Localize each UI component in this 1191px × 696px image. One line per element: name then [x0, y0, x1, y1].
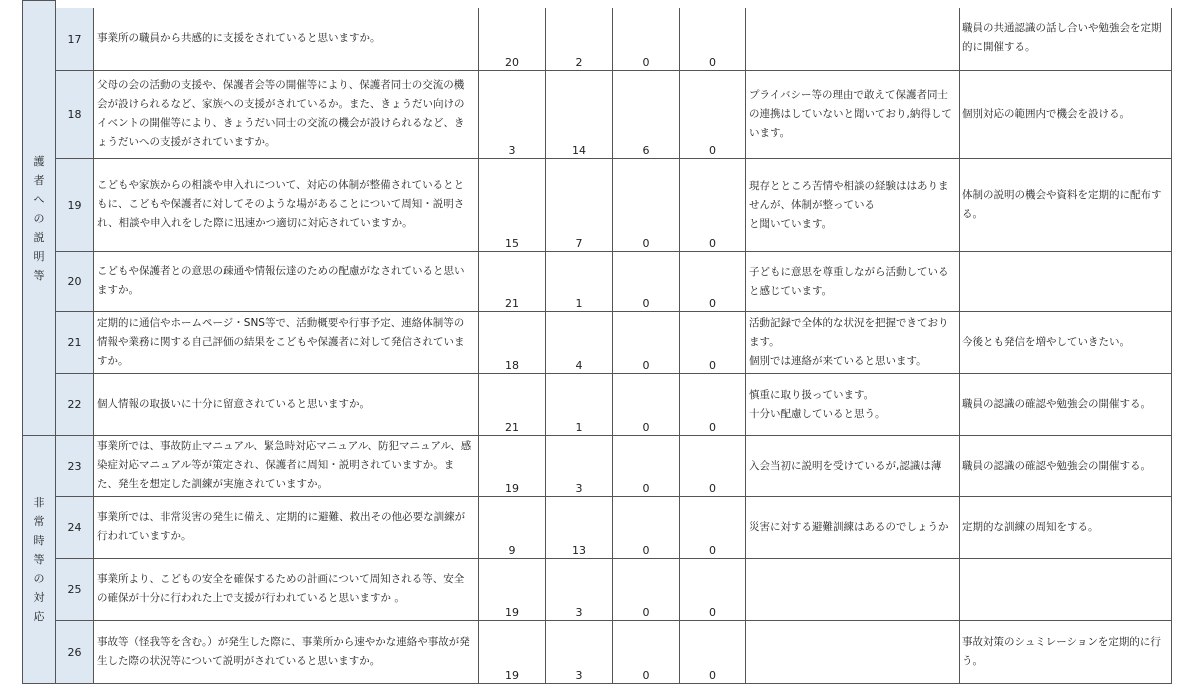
question-text: 事業所の職員から共感的に支援をされていると思いますか。: [97, 32, 381, 44]
count-no[interactable]: 0: [613, 559, 680, 621]
comment-cell[interactable]: 慎重に取り扱っています。 十分い配慮していると思う。: [746, 374, 960, 436]
count-yes[interactable]: 19: [479, 436, 546, 497]
action-cell[interactable]: [960, 252, 1172, 312]
count-neutral[interactable]: 3: [546, 436, 613, 497]
row-number: 22: [55, 374, 94, 436]
question-cell[interactable]: [94, 436, 479, 497]
question-cell[interactable]: [94, 252, 479, 312]
table-row[interactable]: [55, 8, 1172, 71]
count-neutral[interactable]: 1: [546, 252, 613, 312]
count-no[interactable]: 0: [613, 312, 680, 374]
table-row[interactable]: [55, 252, 1172, 312]
category-char: 等: [33, 553, 45, 566]
count-unknown[interactable]: 0: [680, 621, 746, 684]
table-row[interactable]: [55, 312, 1172, 374]
count-neutral[interactable]: 4: [546, 312, 613, 374]
count-yes[interactable]: 9: [479, 497, 546, 559]
question-cell[interactable]: [94, 8, 479, 71]
count-unknown[interactable]: 0: [680, 436, 746, 497]
count-yes[interactable]: 20: [479, 8, 546, 71]
category-char: 説: [33, 230, 45, 244]
row-number: 20: [55, 252, 94, 312]
comment-cell[interactable]: [746, 8, 960, 71]
action-cell[interactable]: 職員の認識の確認や勉強会の開催する。: [960, 374, 1172, 436]
action-cell[interactable]: [960, 559, 1172, 621]
count-unknown[interactable]: 0: [680, 252, 746, 312]
count-unknown[interactable]: 0: [680, 8, 746, 71]
count-yes[interactable]: 19: [479, 621, 546, 684]
comment-cell[interactable]: 現存とところ苦情や相談の経験ははありませんが、体制が整っている と聞いています。: [746, 159, 960, 252]
count-unknown[interactable]: 0: [680, 497, 746, 559]
question-text: 事故等（怪我等を含む。）が発生した際に、事業所から速やかな連絡や事故が発生した際の状況等について説明がされていると思いますか。: [97, 635, 470, 667]
question-text: 事業所では、事故防止マニュアル、緊急時対応マニュアル、防犯マニュアル、感染症対応マニュアル等が策定され、保護者に周知・説明されていますか。また、発生を想定した訓練が実施されていますか。: [97, 440, 472, 490]
question-cell[interactable]: [94, 159, 479, 252]
count-neutral[interactable]: 14: [546, 71, 613, 159]
count-yes[interactable]: 3: [479, 71, 546, 159]
count-yes[interactable]: 15: [479, 159, 546, 252]
count-unknown[interactable]: 0: [680, 374, 746, 436]
question-cell[interactable]: [94, 71, 479, 159]
category-label: [34, 493, 45, 626]
count-neutral[interactable]: 3: [546, 621, 613, 684]
category-label: [34, 152, 45, 285]
question-cell[interactable]: [94, 312, 479, 374]
category-char: 明: [33, 249, 45, 263]
count-unknown[interactable]: 0: [680, 159, 746, 252]
table-row[interactable]: [55, 559, 1172, 621]
action-cell[interactable]: 職員の共通認識の話し合いや勉強会を定期的に開催する。: [960, 8, 1172, 71]
comment-cell[interactable]: [746, 559, 960, 621]
question-text: こどもや家族からの相談や申入れについて、対応の体制が整備されているとともに、こどもや保護者に対してそのような場があることについて周知・説明され、相談や申入れをした際に迅速かつ適切に対応されていますか。: [97, 179, 465, 229]
category-cell-emergency: [22, 435, 56, 684]
comment-cell[interactable]: 災害に対する避難訓練はあるのでしょうか: [746, 497, 960, 559]
row-number: 21: [55, 312, 94, 374]
table-row[interactable]: [55, 436, 1172, 497]
question-cell[interactable]: [94, 497, 479, 559]
comment-cell[interactable]: プライバシー等の理由で敢えて保護者同士の連携はしていないと聞いており,納得しています。: [746, 71, 960, 159]
count-yes[interactable]: 19: [479, 559, 546, 621]
count-unknown[interactable]: 0: [680, 71, 746, 159]
question-text: こどもや保護者との意思の疎通や情報伝達のための配慮がなされていると思いますか。: [97, 265, 465, 296]
count-no[interactable]: 0: [613, 436, 680, 497]
count-neutral[interactable]: 7: [546, 159, 613, 252]
count-neutral[interactable]: 3: [546, 559, 613, 621]
action-cell[interactable]: 体制の説明の機会や資料を定期的に配布する。: [960, 159, 1172, 252]
count-yes[interactable]: 21: [479, 252, 546, 312]
category-char: 等: [33, 268, 45, 282]
table-row[interactable]: [55, 374, 1172, 436]
table-row[interactable]: [55, 621, 1172, 684]
count-neutral[interactable]: 13: [546, 497, 613, 559]
row-number: 18: [55, 71, 94, 159]
category-char: の: [33, 572, 45, 585]
count-no[interactable]: 6: [613, 71, 680, 159]
row-number: 17: [55, 8, 94, 71]
comment-cell[interactable]: 入会当初に説明を受けているが,認識は薄: [746, 436, 960, 497]
comment-cell[interactable]: [746, 621, 960, 684]
question-text: 父母の会の活動の支援や、保護者会等の開催等により、保護者同士の交流の機会が設けられるなど、家族への支援がされているか。また、きょうだい向けのイベントの開催等により、きょうだい同士の交流の機会が設けられるなど、きょうだいへの支援がされていますか。: [97, 79, 465, 148]
count-yes[interactable]: 18: [479, 312, 546, 374]
count-unknown[interactable]: 0: [680, 559, 746, 621]
action-cell[interactable]: 定期的な訓練の周知をする。: [960, 497, 1172, 559]
category-char: 常: [33, 515, 45, 528]
count-no[interactable]: 0: [613, 497, 680, 559]
count-yes[interactable]: 21: [479, 374, 546, 436]
count-no[interactable]: 0: [613, 8, 680, 71]
count-no[interactable]: 0: [613, 374, 680, 436]
table-row[interactable]: [55, 159, 1172, 252]
question-text: 個人情報の取扱いに十分に留意されていると思いますか。: [97, 397, 370, 410]
category-char: 時: [33, 534, 45, 547]
category-char: 護: [33, 154, 45, 168]
category-cell-explanation: [22, 0, 56, 436]
row-number: 24: [55, 497, 94, 559]
action-cell[interactable]: 職員の認識の確認や勉強会の開催する。: [960, 436, 1172, 497]
action-cell[interactable]: 個別対応の範囲内で機会を設ける。: [960, 71, 1172, 159]
question-cell[interactable]: [94, 374, 479, 436]
comment-cell[interactable]: 活動記録で全体的な状況を把握できております。 個別では連絡が来ていると思います。: [746, 312, 960, 374]
question-text: 定期的に通信やホームページ・SNS等で、活動概要や行事予定、連絡体制等の情報や業務に関する自己評価の結果をこどもや保護者に対して発信されていますか。: [97, 316, 465, 367]
category-char: 応: [33, 610, 45, 623]
action-cell[interactable]: 事故対策のシュミレーションを定期的に行う。: [960, 621, 1172, 684]
question-cell[interactable]: [94, 621, 479, 684]
row-number: 26: [55, 621, 94, 684]
count-unknown[interactable]: 0: [680, 312, 746, 374]
category-char: の: [33, 211, 45, 225]
question-cell[interactable]: [94, 559, 479, 621]
category-char: 者: [33, 173, 45, 187]
action-cell[interactable]: 今後とも発信を増やしていきたい。: [960, 312, 1172, 374]
question-text: 事業所では、非常災害の発生に備え、定期的に避難、救出その他必要な訓練が行われていますか。: [97, 511, 466, 542]
category-char: 対: [33, 591, 45, 604]
count-no[interactable]: 0: [613, 252, 680, 312]
row-number: 23: [55, 436, 94, 497]
table-row[interactable]: [55, 497, 1172, 559]
category-char: へ: [33, 192, 45, 206]
count-neutral[interactable]: 2: [546, 8, 613, 71]
top-strip: [0, 0, 1191, 8]
count-no[interactable]: 0: [613, 159, 680, 252]
question-text: 事業所より、こどもの安全を確保するための計画について周知される等、安全の確保が十分に行われた上で支援が行われていると思いますか 。: [97, 573, 465, 604]
row-number: 25: [55, 559, 94, 621]
count-neutral[interactable]: 1: [546, 374, 613, 436]
category-char: 非: [33, 496, 45, 509]
count-no[interactable]: 0: [613, 621, 680, 684]
table-row[interactable]: [55, 71, 1172, 159]
comment-cell[interactable]: 子どもに意思を尊重しながら活動している と感じています。: [746, 252, 960, 312]
row-number: 19: [55, 159, 94, 252]
